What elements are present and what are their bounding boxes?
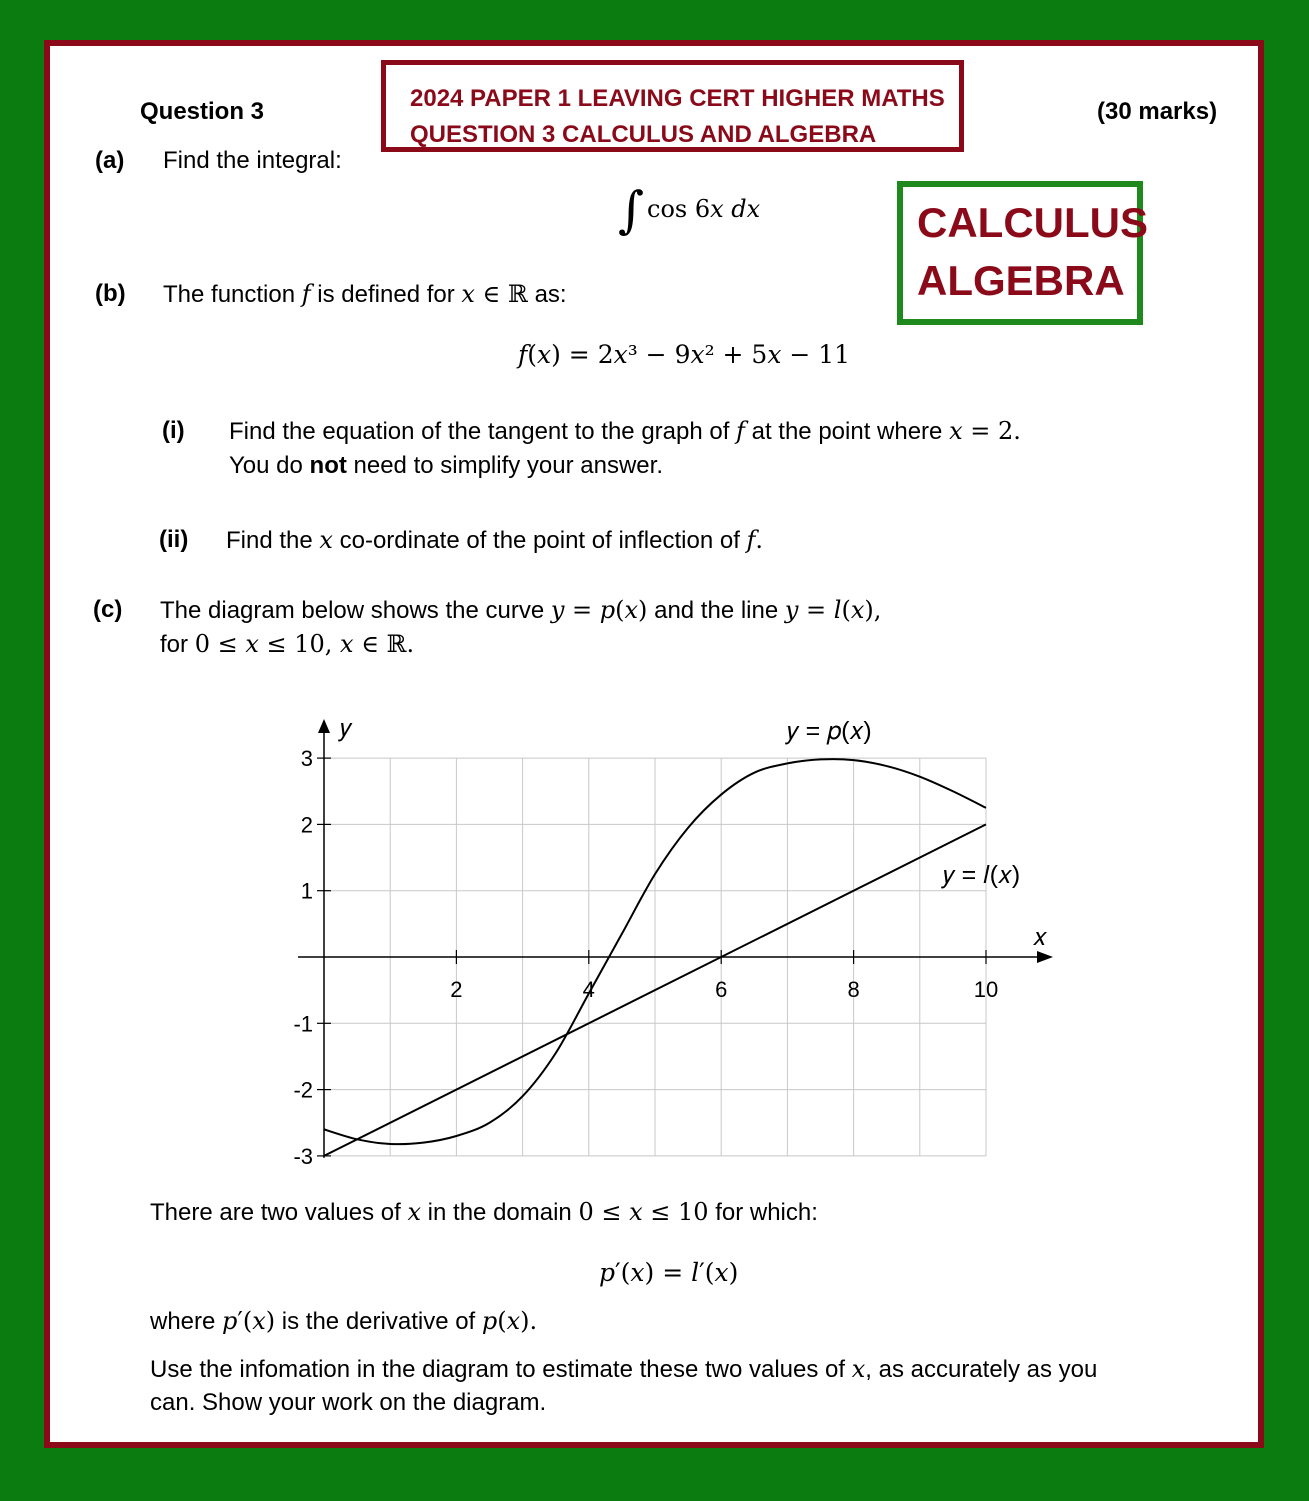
- y-tick-label: -2: [293, 1077, 313, 1103]
- x-tick-label: 10: [973, 977, 999, 1002]
- part-c-para1: There are two values of 𝑥 in the domain 0 ≤ 𝑥 ≤ 10 for which:: [150, 1198, 818, 1226]
- y-tick-label: -3: [293, 1143, 313, 1169]
- title-line-2: QUESTION 3 CALCULUS AND ALGEBRA: [410, 121, 877, 148]
- x-tick-label: 6: [715, 977, 728, 1002]
- part-c-line2: for 0 ≤ 𝑥 ≤ 10, 𝑥 ∈ ℝ.: [160, 630, 415, 658]
- part-b-label: (b): [95, 280, 126, 307]
- part-c-label: (c): [93, 596, 123, 623]
- part-c-line1: The diagram below shows the curve 𝑦 = 𝑝(𝑥) and the line 𝑦 = 𝑙(𝑥),: [160, 596, 882, 624]
- part-b-i-line1: Find the equation of the tangent to the graph of 𝑓 at the point where 𝑥 = 2.: [229, 417, 1021, 445]
- part-a-label: (a): [95, 147, 125, 174]
- function-equation: 𝑓(𝑥) = 2𝑥³ − 9𝑥² + 5𝑥 − 11: [518, 340, 851, 369]
- marks-label: (30 marks): [1097, 98, 1218, 125]
- y-axis-label: 𝑦: [340, 714, 352, 742]
- x-tick-label: 2: [450, 977, 463, 1002]
- integral-sign: ∫: [618, 181, 645, 239]
- line-l-label: 𝑦 = 𝑙(𝑥): [943, 861, 1021, 889]
- y-tick-label: -1: [293, 1011, 313, 1037]
- part-b-ii-label: (ii): [159, 526, 189, 553]
- chart-labels: [338, 714, 1048, 951]
- part-b-text: The function 𝑓 is defined for 𝑥 ∈ ℝ as:: [163, 280, 567, 308]
- y-tick-label: 1: [300, 878, 313, 904]
- title-line-1: 2024 PAPER 1 LEAVING CERT HIGHER MATHS: [410, 85, 945, 112]
- part-c-para2: where 𝑝′(𝑥) is the derivative of 𝑝(𝑥).: [150, 1307, 538, 1335]
- part-a-text: Find the integral:: [163, 147, 342, 174]
- y-tick-label: 2: [300, 812, 313, 838]
- topic-line-2: ALGEBRA: [917, 257, 1125, 304]
- part-b-ii-text: Find the 𝑥 co-ordinate of the point of inflection of 𝑓.: [226, 526, 764, 554]
- x-tick-label: 8: [847, 977, 860, 1002]
- integrand: cos 6𝑥 𝑑𝑥: [647, 195, 761, 223]
- question-label: Question 3: [140, 98, 265, 125]
- part-c-para3-line2: can. Show your work on the diagram.: [150, 1389, 547, 1416]
- topic-line-1: CALCULUS: [917, 199, 1148, 246]
- y-tick-label: 3: [300, 746, 313, 772]
- derivative-equation: 𝑝′(𝑥) = 𝑙′(𝑥): [599, 1258, 739, 1287]
- x-tick-label: 4: [582, 977, 595, 1002]
- part-c-para3-line1: Use the infomation in the diagram to estimate these two values of 𝑥, as accurately as you: [150, 1355, 1098, 1383]
- y-axis-arrow: [318, 719, 330, 733]
- x-axis-label: 𝑥: [1033, 923, 1047, 951]
- part-b-i-line2: You do not need to simplify your answer.: [229, 452, 663, 479]
- part-b-i-label: (i): [162, 417, 185, 444]
- x-axis-arrow: [1037, 951, 1053, 963]
- curve-p-label: 𝑦 = 𝑝(𝑥): [787, 717, 872, 745]
